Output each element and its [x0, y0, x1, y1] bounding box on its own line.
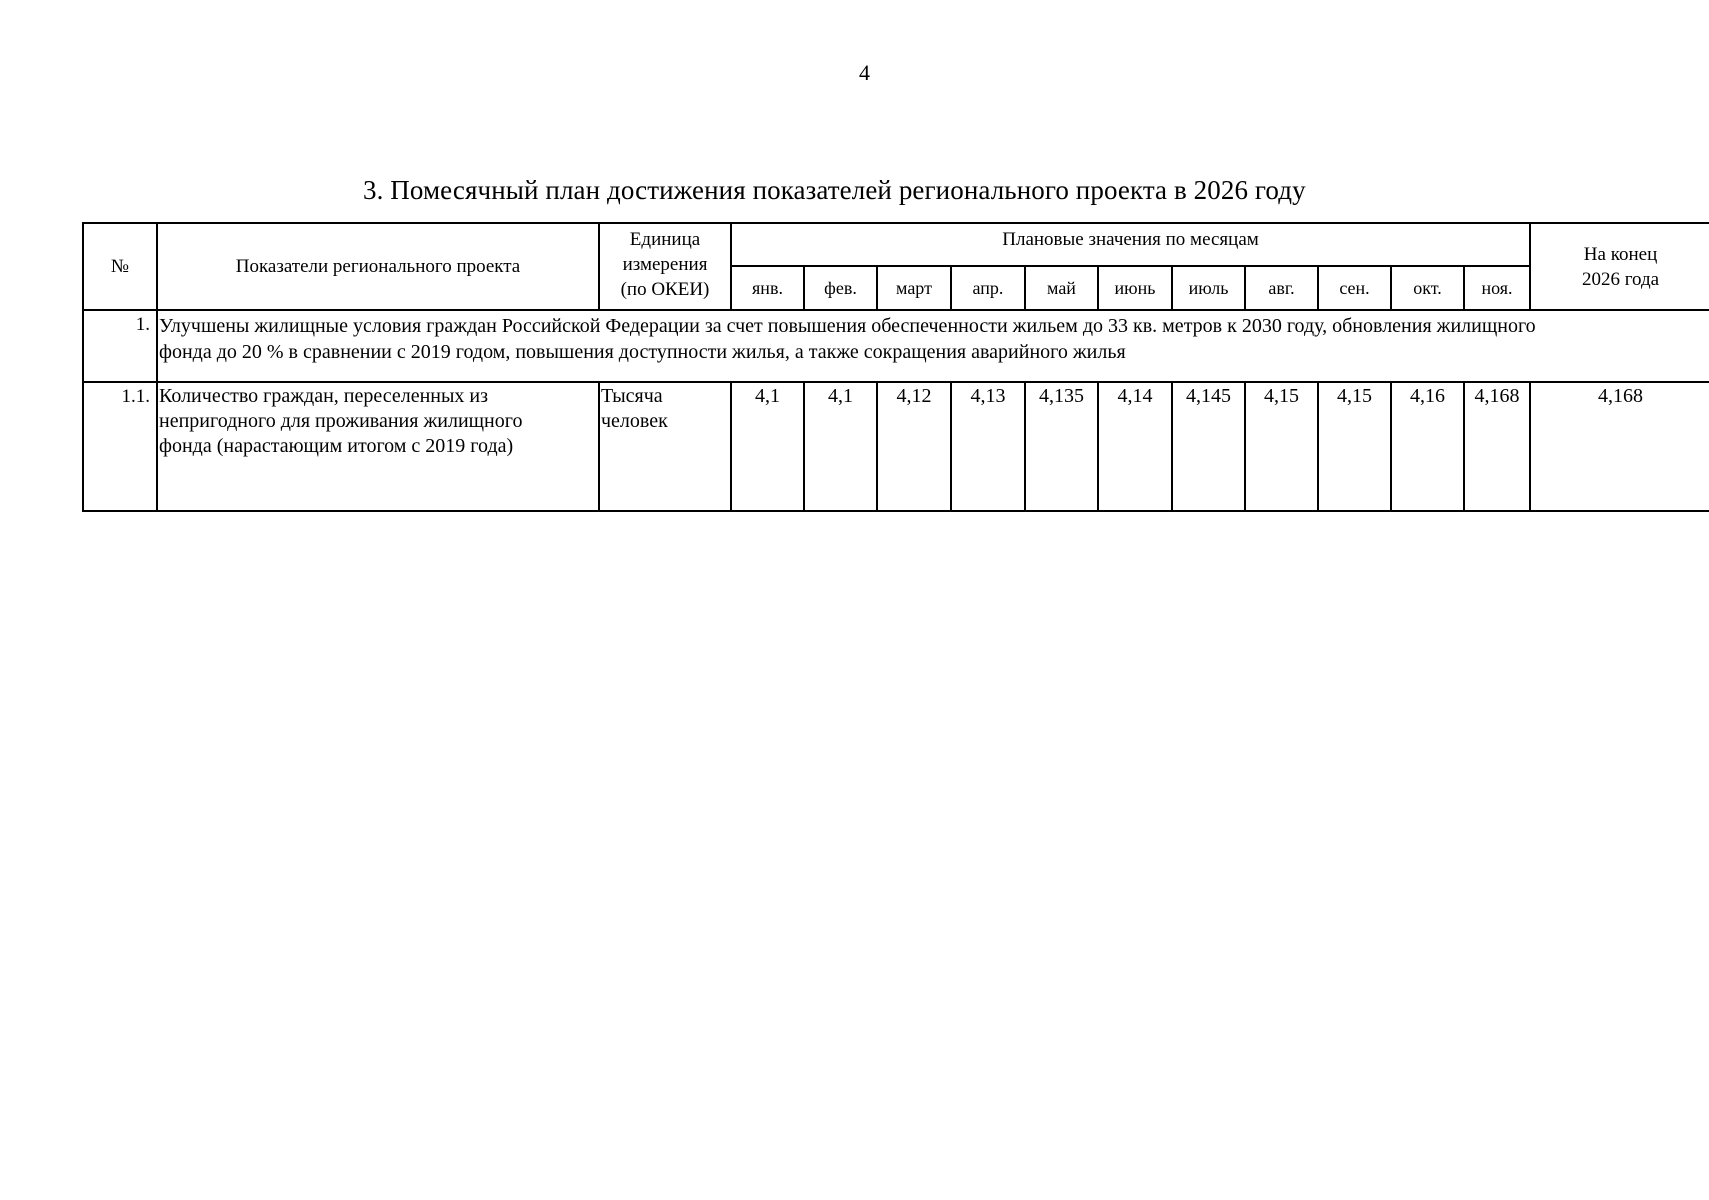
row-month-value: 4,1: [731, 382, 804, 511]
header-row-1: [83, 223, 1709, 266]
goal-text-line1: Улучшены жилищные условия граждан Российской Федерации за счет повышения обеспеченности жильем до 33 кв. метров к 2030 году, обновления жилищного: [159, 315, 1536, 337]
row-month-value: 4,15: [1318, 382, 1391, 511]
month-header: фев.: [804, 266, 877, 310]
month-header: апр.: [951, 266, 1025, 310]
page-number: 4: [859, 60, 870, 85]
month-header: сен.: [1318, 266, 1391, 310]
row-unit-line2: человек: [601, 410, 668, 432]
month-header: авг.: [1245, 266, 1318, 310]
row-indicator-line2: непригодного для проживания жилищного: [159, 410, 523, 432]
header-unit: [599, 223, 731, 310]
row-num: 1.1.: [83, 382, 157, 511]
row-indicator-line1: Количество граждан, переселенных из: [159, 385, 489, 407]
month-header: янв.: [731, 266, 804, 310]
goal-text: [157, 310, 1709, 382]
month-header: ноя.: [1464, 266, 1530, 310]
month-header: июль: [1172, 266, 1245, 310]
row-indicator-line3: фонда (нарастающим итогом с 2019 года): [159, 435, 514, 457]
month-header: март: [877, 266, 951, 310]
row-month-value: 4,12: [877, 382, 951, 511]
row-month-value: 4,168: [1464, 382, 1530, 511]
header-end-line2: 2026 года: [1581, 268, 1660, 290]
goal-row: [83, 310, 1709, 382]
header-planned-values: Плановые значения по месяцам: [731, 223, 1530, 266]
row-indicator-name: [157, 382, 599, 511]
row-month-value: 4,145: [1172, 382, 1245, 511]
monthly-plan-table: [82, 222, 1709, 512]
header-end-of-year: [1530, 223, 1709, 310]
header-unit-line3: (по ОКЕИ): [620, 279, 710, 300]
header-indicators: Показатели регионального проекта: [157, 223, 599, 310]
row-end-value: 4,168: [1530, 382, 1709, 511]
row-month-value: 4,1: [804, 382, 877, 511]
header-num: №: [83, 223, 157, 310]
month-header: окт.: [1391, 266, 1464, 310]
goal-text-line2: фонда до 20 % в сравнении с 2019 годом, повышения доступности жилья, а также сокращения аварийного жилья: [159, 341, 1126, 363]
section-title: 3. Помесячный план достижения показателей регионального проекта в 2026 году: [363, 175, 1306, 205]
row-month-value: 4,13: [951, 382, 1025, 511]
header-unit-line1: Единица: [629, 229, 701, 250]
goal-num: 1.: [83, 310, 157, 382]
table-row: [83, 382, 1709, 511]
month-header: июнь: [1098, 266, 1172, 310]
month-header: май: [1025, 266, 1098, 310]
row-unit: [599, 382, 731, 511]
row-month-value: 4,16: [1391, 382, 1464, 511]
row-unit-line1: Тысяча: [601, 385, 663, 407]
row-month-value: 4,135: [1025, 382, 1098, 511]
row-month-value: 4,14: [1098, 382, 1172, 511]
row-month-value: 4,15: [1245, 382, 1318, 511]
header-unit-line2: измерения: [622, 254, 708, 275]
header-end-line1: На конец: [1583, 243, 1658, 265]
